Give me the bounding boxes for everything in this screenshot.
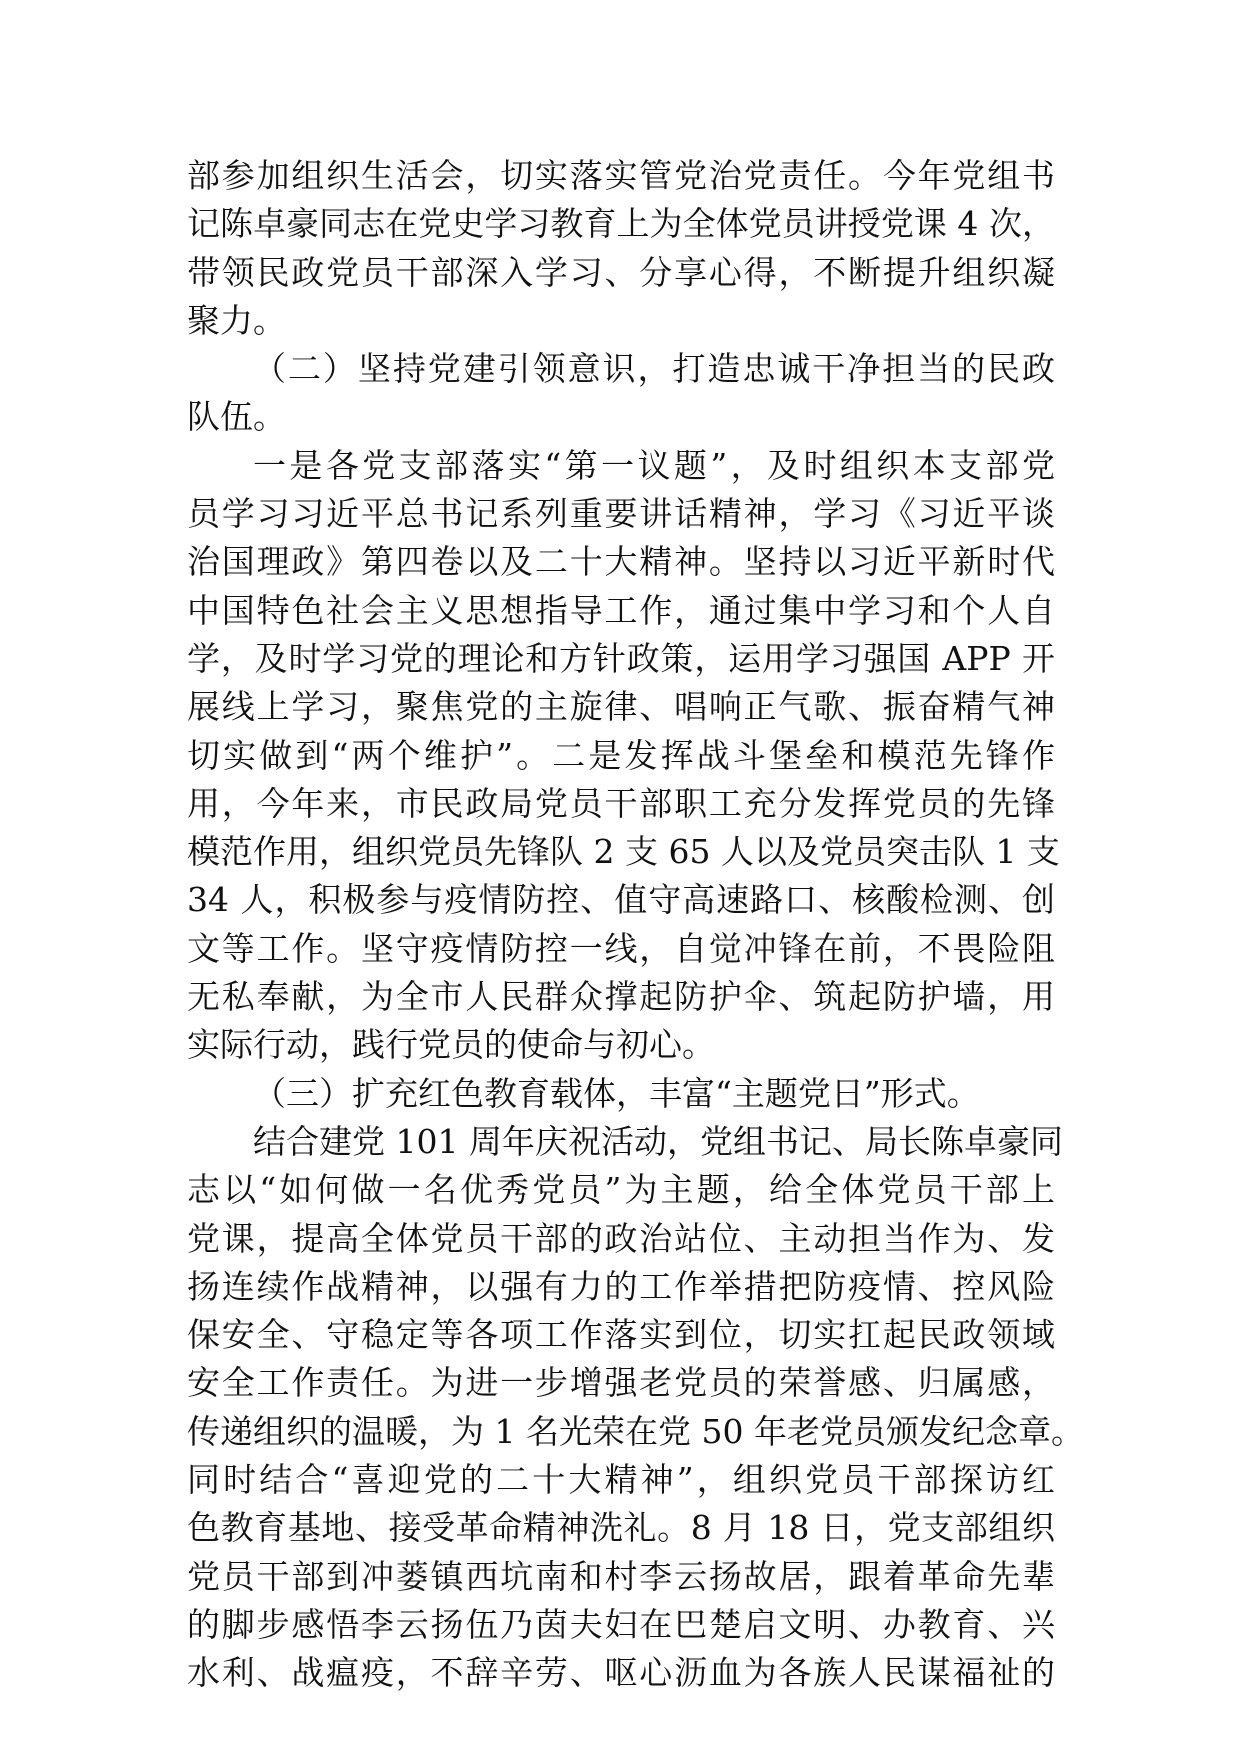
text-line: 治国理政》第四卷以及二十大精神。坚持以习近平新时代 [187,542,1055,582]
text-line: 实际行动，践行党员的使命与初心。 [187,1025,715,1065]
text-line: 记陈卓豪同志在党史学习教育上为全体党员讲授党课 4 次， [187,204,1055,244]
section-heading: （二）坚持党建引领意识，打造忠诚干净担当的民政 [253,349,1055,389]
text-line: 保安全、守稳定等各项工作落实到位，切实扛起民政领域 [187,1315,1055,1355]
text-line: 学，及时学习党的理论和方针政策，运用学习强国 APP 开 [187,638,1055,678]
text-line: 文等工作。坚守疫情防控一线，自觉冲锋在前，不畏险阻 [187,928,1055,968]
text-line: 扬连续作战精神，以强有力的工作举措把防疫情、控风险 [187,1266,1055,1306]
text-line: 党员干部到冲蒌镇西坑南和村李云扬故居，跟着革命先辈 [187,1556,1055,1596]
text-line: 部参加组织生活会，切实落实管党治党责任。今年党组书 [187,156,1055,195]
text-line: 传递组织的温暖，为 1 名光荣在党 50 年老党员颁发纪念章。 [187,1411,1084,1451]
text-line: 色教育基地、接受革命精神洗礼。8 月 18 日，党支部组织 [187,1508,1055,1548]
text-line: 模范作用，组织党员先锋队 2 支 65 人以及党员突击队 1 支 [187,832,1060,872]
text-line: 带领民政党员干部深入学习、分享心得，不断提升组织凝 [187,252,1055,292]
text-line: 的脚步感悟李云扬伍乃茵夫妇在巴楚启文明、办教育、兴 [187,1604,1055,1644]
section-heading: （三）扩充红色教育载体，丰富“主题党日”形式。 [253,1073,980,1113]
text-line: 切实做到“两个维护”。二是发挥战斗堡垒和模范先锋作 [187,735,1055,775]
text-line: 党课，提高全体党员干部的政治站位、主动担当作为、发 [187,1218,1055,1258]
text-line: 水利、战瘟疫，不辞辛劳、呕心沥血为各族人民谋福祉的 [187,1653,1055,1693]
text-line: 结合建党 101 周年庆祝活动，党组书记、局长陈卓豪同 [253,1121,1063,1161]
text-line: 用，今年来，市民政局党员干部职工充分发挥党员的先锋 [187,783,1055,823]
text-line: 员学习习近平总书记系列重要讲话精神，学习《习近平谈 [187,494,1055,534]
text-line: 聚力。 [187,300,286,340]
text-line: 无私奉献，为全市人民群众撑起防护伞、筑起防护墙，用 [187,977,1055,1017]
text-line: 安全工作责任。为进一步增强老党员的荣誉感、归属感， [187,1363,1055,1403]
document-page [187,152,1084,1698]
section-heading-continued: 队伍。 [187,397,286,437]
text-line: 中国特色社会主义思想指导工作，通过集中学习和个人自 [187,590,1055,630]
text-line: 展线上学习，聚焦党的主旋律、唱响正气歌、振奋精气神 [187,687,1055,727]
text-line: 34 人，积极参与疫情防控、值守高速路口、核酸检测、创 [187,880,1055,920]
text-line: 同时结合“喜迎党的二十大精神”，组织党员干部探访红 [187,1460,1055,1500]
text-line: 一是各党支部落实“第一议题”，及时组织本支部党 [253,445,1055,485]
text-line: 志以“如何做一名优秀党员”为主题，给全体党员干部上 [187,1170,1055,1210]
